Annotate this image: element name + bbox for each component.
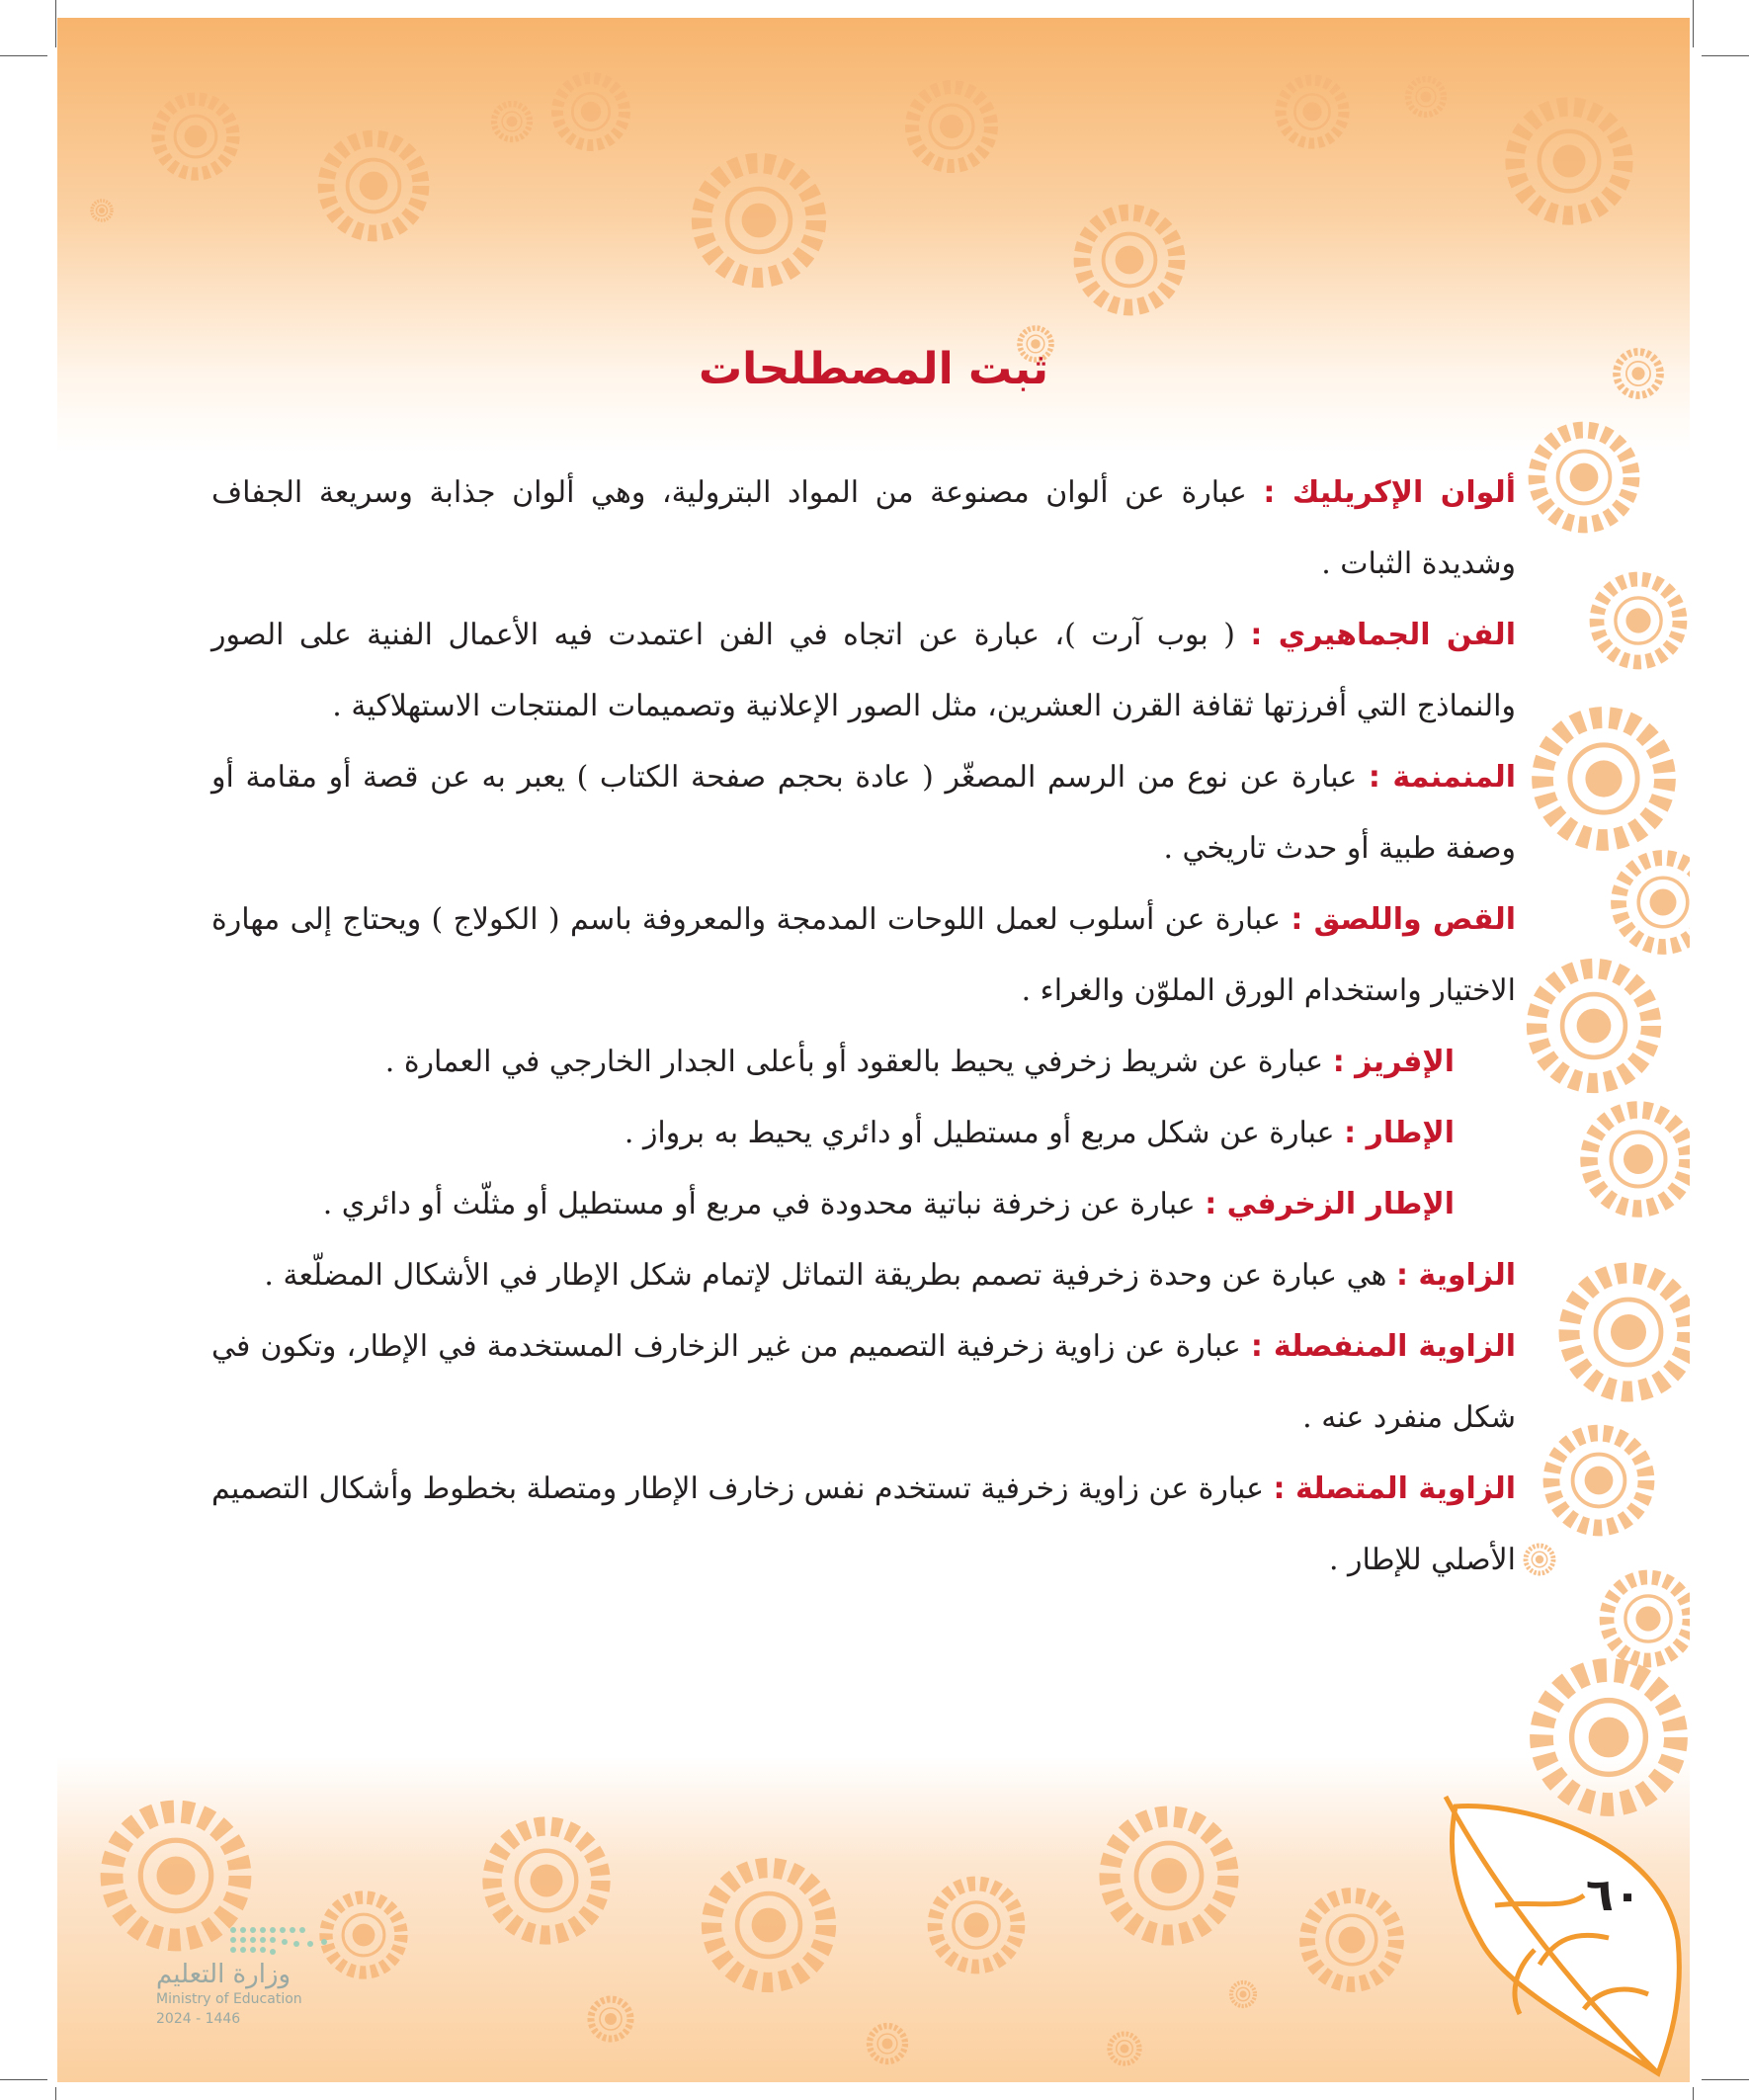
flower-ornament (870, 2026, 905, 2061)
flower-ornament (1537, 430, 1631, 525)
term-definition: عبارة عن شكل مربع أو مستطيل أو دائري يحيط به برواز . (624, 1116, 1335, 1150)
flower-ornament (492, 1826, 601, 1935)
term-entry (211, 458, 1516, 600)
flower-ornament (935, 1884, 1018, 1967)
flower-ornament (711, 1868, 826, 1982)
term-name: الزاوية المتصلة : (1273, 1471, 1516, 1506)
term-name: المنمنمة : (1368, 760, 1516, 795)
flower-ornament (1082, 212, 1177, 307)
flower-ornament (1515, 107, 1624, 215)
flower-ornament (1597, 579, 1680, 662)
term-name: الإفريز : (1332, 1045, 1455, 1079)
term-entry (211, 1169, 1516, 1240)
page (57, 18, 1690, 2082)
page-number: ٦٠ (1585, 1868, 1642, 1921)
flower-ornament (912, 87, 991, 166)
term-entry (211, 1098, 1516, 1169)
flower-ornament (1526, 1546, 1553, 1573)
flower-ornament (158, 99, 233, 174)
term-name: الإطار : (1344, 1116, 1455, 1150)
term-definition: عبارة عن ألوان مصنوعة من المواد البترولية، وهي ألوان جذابة وسريعة الجفاف وشديدة الثبات . (211, 475, 1516, 581)
term-entry (211, 1454, 1516, 1596)
flower-ornament (1541, 1670, 1676, 1805)
term-definition: عبارة عن زاوية زخرفية التصميم من غير الزخارف المستخدمة في الإطار، وتكون في شكل منفرد عنه . (211, 1329, 1516, 1435)
term-name: الزاوية : (1395, 1258, 1516, 1293)
flower-ornament (1537, 968, 1651, 1083)
logo-english-text: Ministry of Education (156, 1991, 302, 2007)
term-definition: هي عبارة عن وحدة زخرفية تصمم بطريقة التماثل لإتمام شكل الإطار في الأشكال المضلّعة . (264, 1258, 1387, 1293)
logo-arabic-text: وزارة التعليم (156, 1960, 292, 1989)
term-definition: عبارة عن زاوية زخرفية تستخدم نفس زخارف الإطار ومتصلة بخطوط وأشكال التصميم الأصلي للإطار . (211, 1471, 1516, 1577)
term-definition: عبارة عن شريط زخرفي يحيط بالعقود أو بأعلى الجدار الخارجي في العمارة . (384, 1045, 1324, 1079)
flower-ornament (92, 201, 112, 220)
flower-ornament (1307, 1895, 1396, 1984)
flower-ornament (1569, 1273, 1688, 1391)
flower-ornament (1110, 2034, 1139, 2063)
flower-ornament (1619, 858, 1690, 947)
flower-ornament (1589, 1110, 1688, 1209)
term-definition: ( بوب آرت )، عبارة عن اتجاه في الفن اعتمدت فيه الأعمال الفنية على الصور والنماذج التي أفرزتها ثقافة القرن العشرين، مثل الصور الإعلانية وتصميمات المنتجات الاستهلاكية . (211, 618, 1516, 723)
flower-ornament (326, 138, 421, 233)
term-entry (211, 884, 1516, 1027)
term-entry (211, 742, 1516, 884)
flower-ornament (1231, 1982, 1255, 2006)
ministry-logo-icon (225, 1920, 334, 1960)
ministry-logo (156, 1920, 354, 2027)
term-entry (211, 1027, 1516, 1098)
terms-list (211, 458, 1516, 1596)
leaf-icon (1426, 1792, 1690, 2078)
term-name: ألوان الإكريليك : (1263, 475, 1516, 510)
term-name: القص واللصق : (1291, 902, 1516, 937)
term-name: الفن الجماهيري : (1250, 618, 1516, 652)
flower-ornament (494, 104, 530, 139)
flower-ornament (1551, 1433, 1646, 1528)
logo-year: 2024 - 1446 (156, 2011, 241, 2027)
flower-ornament (557, 78, 625, 145)
flower-ornament (1542, 717, 1665, 840)
term-entry (211, 600, 1516, 742)
flower-ornament (1408, 79, 1444, 115)
flower-ornament (591, 1999, 630, 2039)
term-name: الزاوية المنفصلة : (1250, 1329, 1517, 1364)
term-definition: عبارة عن زخرفة نباتية محدودة في مربع أو مستطيل أو مثلّث أو دائري . (322, 1187, 1196, 1221)
term-entry (211, 1240, 1516, 1311)
term-entry (211, 1311, 1516, 1454)
flower-ornament (1607, 1577, 1690, 1660)
term-definition: عبارة عن أسلوب لعمل اللوحات المدمجة والمعروفة باسم ( الكولاج ) ويحتاج إلى مهارة الاختيار واستخدام الورق الملوّن والغراء . (211, 902, 1516, 1008)
term-definition: عبارة عن نوع من الرسم المصغّر ( عادة بحجم صفحة الكتاب ) يعبر به عن قصة أو مقامة أو وصفة طبية أو حدث تاريخي . (211, 760, 1516, 866)
flower-ornament (702, 163, 816, 278)
term-name: الإطار الزخرفي : (1205, 1187, 1455, 1221)
page-title: ثبت المصطلحات (698, 344, 1049, 394)
flower-ornament (1281, 80, 1344, 143)
flower-ornament (1110, 1816, 1228, 1935)
